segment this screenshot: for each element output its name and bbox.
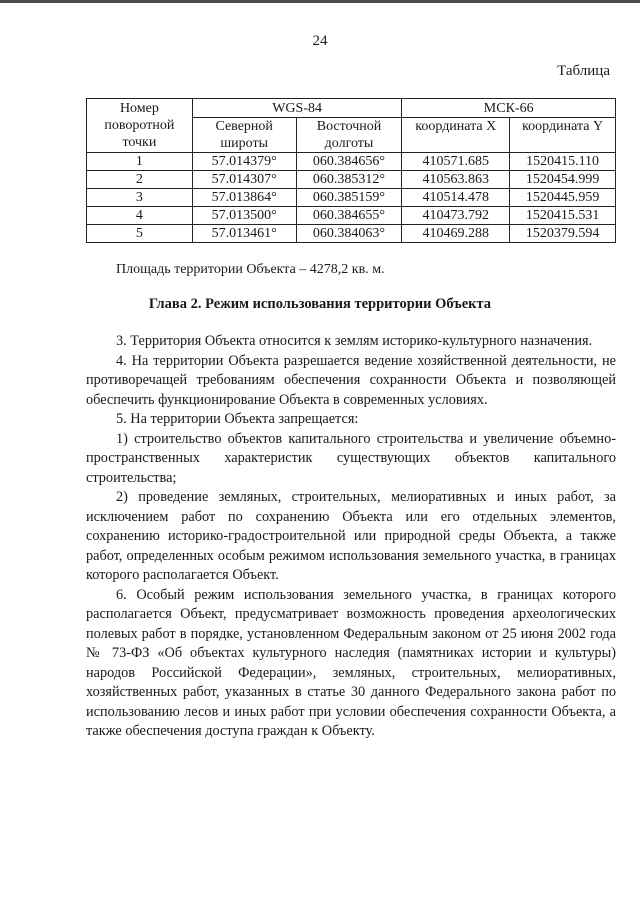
cell-y: 1520379.594 [510, 225, 616, 243]
cell-x: 410571.685 [402, 153, 510, 171]
paragraph-5: 5. На территории Объекта запрещается: [116, 411, 359, 427]
cell-point: 3 [87, 189, 193, 207]
cell-y: 1520415.531 [510, 207, 616, 225]
header-group-msk66: МСК-66 [402, 99, 616, 118]
body-text [86, 332, 616, 742]
header-latitude: Северной широты [192, 118, 296, 153]
area-statement: Площадь территории Объекта – 4278,2 кв. м. [116, 262, 385, 277]
cell-lon: 060.385159° [296, 189, 402, 207]
table-row [87, 153, 616, 171]
cell-point: 5 [87, 225, 193, 243]
cell-x: 410514.478 [402, 189, 510, 207]
cell-lon: 060.384063° [296, 225, 402, 243]
cell-point: 1 [87, 153, 193, 171]
chapter-heading: Глава 2. Режим использования территории Объекта [148, 296, 492, 312]
paragraph-3: 3. Территория Объекта относится к землям историко-культурного назначения. [116, 333, 593, 349]
scan-top-edge [0, 0, 640, 3]
cell-lon: 060.384656° [296, 153, 402, 171]
cell-x: 410469.288 [402, 225, 510, 243]
cell-lat: 57.013864° [192, 189, 296, 207]
cell-x: 410563.863 [402, 171, 510, 189]
paragraph-6: 6. Особый режим использования земельного участка, в границах которого располагается Объект, предусматривает возможность проведения археологических полевых работ в порядке, установленном Федеральным законом от 25 июня 2002 года № 73-ФЗ «Об объектах культурного наследия (памятниках истории и культуры) народов Российской Федерации», земляных, строительных, мелиоративных, хозяйственных работ, указанных в статье 30 данного Федерального закона работ по использованию лесов и иных работ при условии обеспечения сохранности Объекта, а также обеспечения доступа граждан к Объекту. [86, 586, 616, 739]
header-point-number: Номер поворотной точки [87, 99, 193, 153]
cell-lon: 060.385312° [296, 171, 402, 189]
table-row [87, 171, 616, 189]
cell-x: 410473.792 [402, 207, 510, 225]
paragraph-5-item-1: 1) строительство объектов капитального строительства и увеличение объемно-пространственных характеристик существующих объектов капитального строительства; [86, 430, 616, 486]
header-group-wgs84: WGS-84 [192, 99, 402, 118]
header-longitude: Восточной долготы [296, 118, 402, 153]
cell-point: 2 [87, 171, 193, 189]
paragraph-4: 4. На территории Объекта разрешается ведение хозяйственной деятельности, не противоречащей требованиям обеспечения сохранности Объекта и позволяющей обеспечить функционирование Объекта в современных условиях. [86, 352, 616, 408]
cell-y: 1520415.110 [510, 153, 616, 171]
header-coord-y: координата Y [510, 118, 616, 153]
cell-y: 1520454.999 [510, 171, 616, 189]
page-number: 24 [312, 33, 328, 49]
cell-lat: 57.013461° [192, 225, 296, 243]
coordinates-table [86, 98, 616, 243]
table-row [87, 207, 616, 225]
table-row [87, 189, 616, 207]
table-caption: Таблица [557, 63, 610, 79]
cell-lat: 57.014379° [192, 153, 296, 171]
paragraph-5-item-2: 2) проведение земляных, строительных, мелиоративных и иных работ, за исключением работ по сохранению Объекта или его отдельных элементов, сохранению историко-градостроительной или природной среды Объекта, а также работ, определенных особым режимом использования земельного участка, в границах которого располагается Объект. [86, 489, 616, 583]
table-row [87, 225, 616, 243]
cell-lat: 57.013500° [192, 207, 296, 225]
cell-y: 1520445.959 [510, 189, 616, 207]
cell-lat: 57.014307° [192, 171, 296, 189]
cell-lon: 060.384655° [296, 207, 402, 225]
cell-point: 4 [87, 207, 193, 225]
header-coord-x: координата X [402, 118, 510, 153]
